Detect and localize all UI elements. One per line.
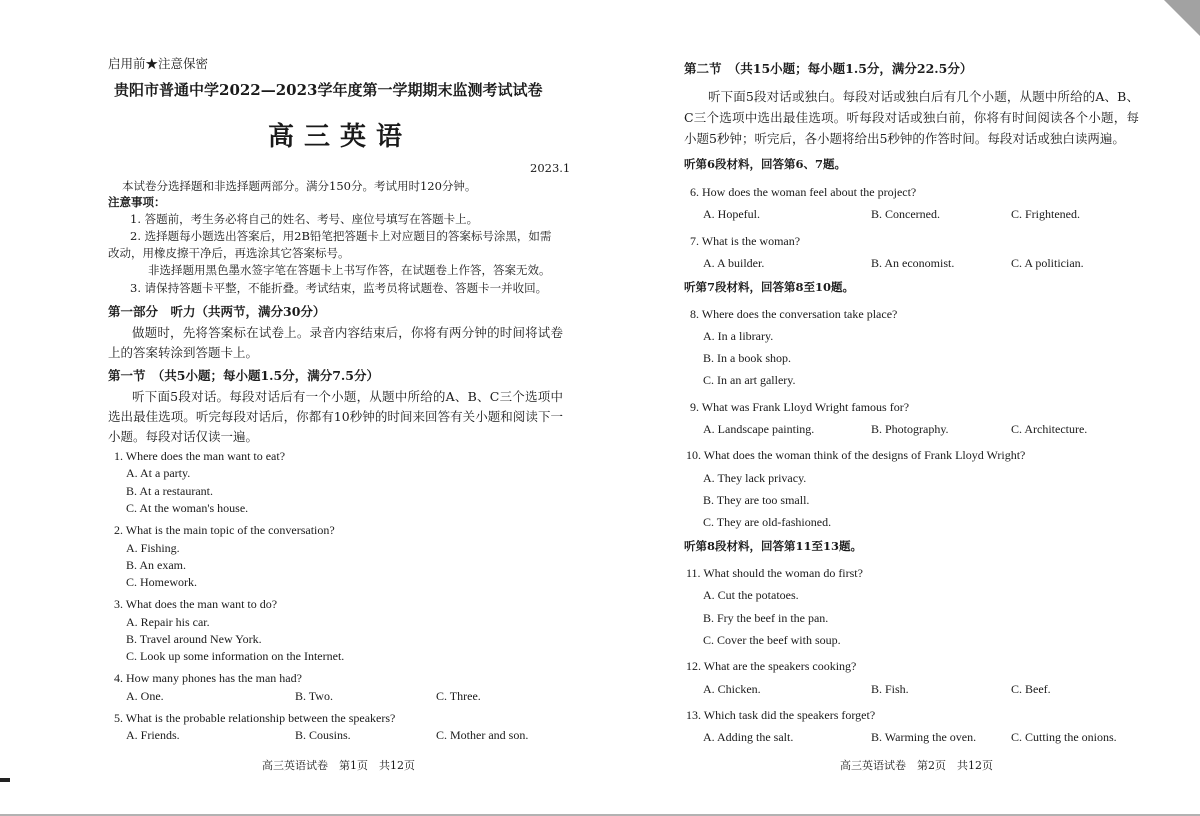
q7-option-b: B. An economist. — [871, 256, 955, 270]
group-6-heading: 听第6段材料，回答第6、7题。 — [684, 157, 847, 171]
section2-instructions: 听下面5段对话或独白。每段对话或独白后有几个小题，从题中所给的A、B、C三个选项中选出最佳选项。听每段对话或独白前，你将有时间阅读各个小题，每小题5秒钟；听完后，各小题将给出5秒钟的作答时间。每段对话或独白读两遍。 — [684, 89, 1139, 146]
question-7: 7. What is the woman? — [690, 234, 801, 248]
q4-option-a: A. One. — [126, 689, 164, 703]
section1-instructions: 听下面5段对话。每段对话后有一个小题，从题中所给的A、B、C三个选项中选出最佳选项。听完每段对话后，你都有10秒钟的时间来回答有关小题和阅读下一小题。每段对话仅读一遍。 — [108, 389, 563, 444]
question-4: 4. How many phones has the man had? — [114, 671, 302, 685]
part1-heading: 第一部分 听力（共两节，满分30分） — [108, 304, 326, 319]
q11-option-c: C. Cover the beef with soup. — [703, 633, 841, 647]
q7-option-a: A. A builder. — [703, 256, 765, 270]
note-3: 3. 请保持答题卡平整，不能折叠。考试结束，监考员将试题卷、答题卡一并收回。 — [130, 281, 548, 295]
q11-option-b: B. Fry the beef in the pan. — [703, 611, 829, 625]
question-13: 13. Which task did the speakers forget? — [686, 708, 876, 722]
q5-option-a: A. Friends. — [126, 728, 180, 742]
q7-option-c: C. A politician. — [1011, 256, 1084, 270]
q10-option-b: B. They are too small. — [703, 493, 810, 507]
q8-option-c: C. In an art gallery. — [703, 373, 796, 387]
q1-option-c: C. At the woman's house. — [126, 501, 249, 515]
q12-option-a: A. Chicken. — [703, 682, 761, 696]
q12-option-b: B. Fish. — [871, 682, 909, 696]
note-2-cont: 改动，用橡皮擦干净后，再选涂其它答案标号。 — [108, 246, 350, 260]
part1-instructions: 做题时，先将答案标在试卷上。录音内容结束后，你将有两分钟的时间将试卷上的答案转涂到答题卡上。 — [108, 325, 563, 360]
question-1: 1. Where does the man want to eat? — [114, 449, 286, 463]
q1-option-b: B. At a restaurant. — [126, 484, 213, 498]
exam-title: 贵阳市普通中学2022—2023学年度第一学期期末监测考试试卷 — [114, 81, 543, 99]
q12-option-c: C. Beef. — [1011, 682, 1051, 696]
q6-option-b: B. Concerned. — [871, 207, 940, 221]
question-3: 3. What does the man want to do? — [114, 597, 278, 611]
q1-option-a: A. At a party. — [126, 466, 191, 480]
question-2: 2. What is the main topic of the conversation? — [114, 523, 335, 537]
q6-option-c: C. Frightened. — [1011, 207, 1080, 221]
q10-option-a: A. They lack privacy. — [703, 471, 807, 485]
q4-option-b: B. Two. — [295, 689, 333, 703]
question-12: 12. What are the speakers cooking? — [686, 659, 857, 673]
section1-heading: 第一节 （共5小题；每小题1.5分，满分7.5分） — [108, 368, 379, 383]
subject-title: 高三英语 — [268, 122, 413, 152]
q6-option-a: A. Hopeful. — [703, 207, 760, 221]
note-2: 2. 选择题每小题选出答案后，用2B铅笔把答题卡上对应题目的答案标号涂黑，如需 — [130, 229, 552, 243]
q13-option-a: A. Adding the salt. — [703, 730, 794, 744]
q8-option-a: A. In a library. — [703, 329, 774, 343]
q8-option-b: B. In a book shop. — [703, 351, 791, 365]
q9-option-c: C. Architecture. — [1011, 422, 1088, 436]
page-1-footer: 高三英语试卷 第1页 共12页 — [262, 759, 415, 772]
exam-date: 2023.1 — [530, 161, 571, 175]
q4-option-c: C. Three. — [436, 689, 481, 703]
q3-option-a: A. Repair his car. — [126, 615, 210, 629]
q9-option-a: A. Landscape painting. — [703, 422, 815, 436]
q3-option-c: C. Look up some information on the Internet. — [126, 649, 345, 663]
q3-option-b: B. Travel around New York. — [126, 632, 262, 646]
question-10: 10. What does the woman think of the designs of Frank Lloyd Wright? — [686, 448, 1026, 462]
scan-shadow-corner — [1164, 0, 1200, 36]
q13-option-b: B. Warming the oven. — [871, 730, 977, 744]
intro-text: 本试卷分选择题和非选择题两部分。满分150分。考试用时120分钟。 — [122, 179, 477, 193]
question-11: 11. What should the woman do first? — [686, 566, 863, 580]
note-2-extra: 非选择题用黑色墨水签字笔在答题卡上书写作答，在试题卷上作答，答案无效。 — [148, 263, 551, 277]
note-1: 1. 答题前，考生务必将自己的姓名、考号、座位号填写在答题卡上。 — [130, 212, 479, 226]
q9-option-b: B. Photography. — [871, 422, 949, 436]
confidential-label: 启用前★注意保密 — [108, 56, 209, 71]
q2-option-c: C. Homework. — [126, 575, 197, 589]
q5-option-c: C. Mother and son. — [436, 728, 529, 742]
question-5: 5. What is the probable relationship between the speakers? — [114, 711, 396, 725]
group-8-heading: 听第8段材料，回答第11至13题。 — [684, 539, 863, 553]
section2-heading: 第二节 （共15小题；每小题1.5分，满分22.5分） — [684, 61, 973, 76]
q10-option-c: C. They are old-fashioned. — [703, 515, 832, 529]
question-9: 9. What was Frank Lloyd Wright famous for? — [690, 400, 910, 414]
exam-page-2 — [600, 0, 1200, 816]
scan-edge-mark — [0, 778, 10, 782]
q13-option-c: C. Cutting the onions. — [1011, 730, 1117, 744]
question-8: 8. Where does the conversation take place? — [690, 307, 898, 321]
page-2-footer: 高三英语试卷 第2页 共12页 — [840, 759, 993, 772]
group-7-heading: 听第7段材料，回答第8至10题。 — [684, 280, 855, 294]
q2-option-b: B. An exam. — [126, 558, 186, 572]
q5-option-b: B. Cousins. — [295, 728, 351, 742]
notes-heading: 注意事项： — [108, 195, 166, 209]
q11-option-a: A. Cut the potatoes. — [703, 588, 799, 602]
q2-option-a: A. Fishing. — [126, 541, 180, 555]
question-6: 6. How does the woman feel about the project? — [690, 185, 917, 199]
